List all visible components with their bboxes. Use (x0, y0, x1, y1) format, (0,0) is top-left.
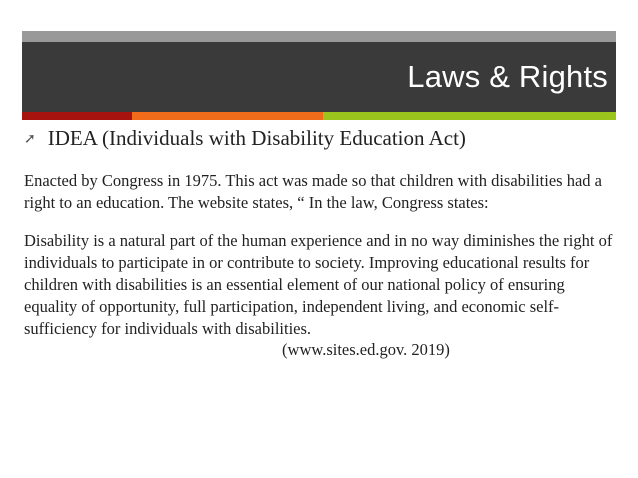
bullet-heading: IDEA (Individuals with Disability Education Act) (47, 126, 466, 150)
accent-bar-red (22, 112, 132, 120)
quote-paragraph: Disability is a natural part of the human experience and in no way diminishes the right of individuals to participate in or contribute to society. Improving educational results for children with disabilities is an essential element of our national policy of ensuring equality of opportunity, full participation, independent living, and economic self-sufficiency for individuals with disabilities. (24, 231, 613, 338)
bullet-item (24, 126, 466, 151)
top-strip (22, 31, 616, 42)
citation: (www.sites.ed.gov. 2019) (282, 340, 450, 359)
title-header (22, 42, 616, 112)
slide-title: Laws & Rights (407, 59, 608, 94)
accent-bar-green (323, 112, 616, 120)
accent-bar-orange (132, 112, 323, 120)
arrow-up-right-icon: ➚ (24, 130, 36, 147)
intro-paragraph: Enacted by Congress in 1975. This act was made so that children with disabilities had a right to an education. The website states, “ In the law, Congress states: (24, 171, 602, 212)
